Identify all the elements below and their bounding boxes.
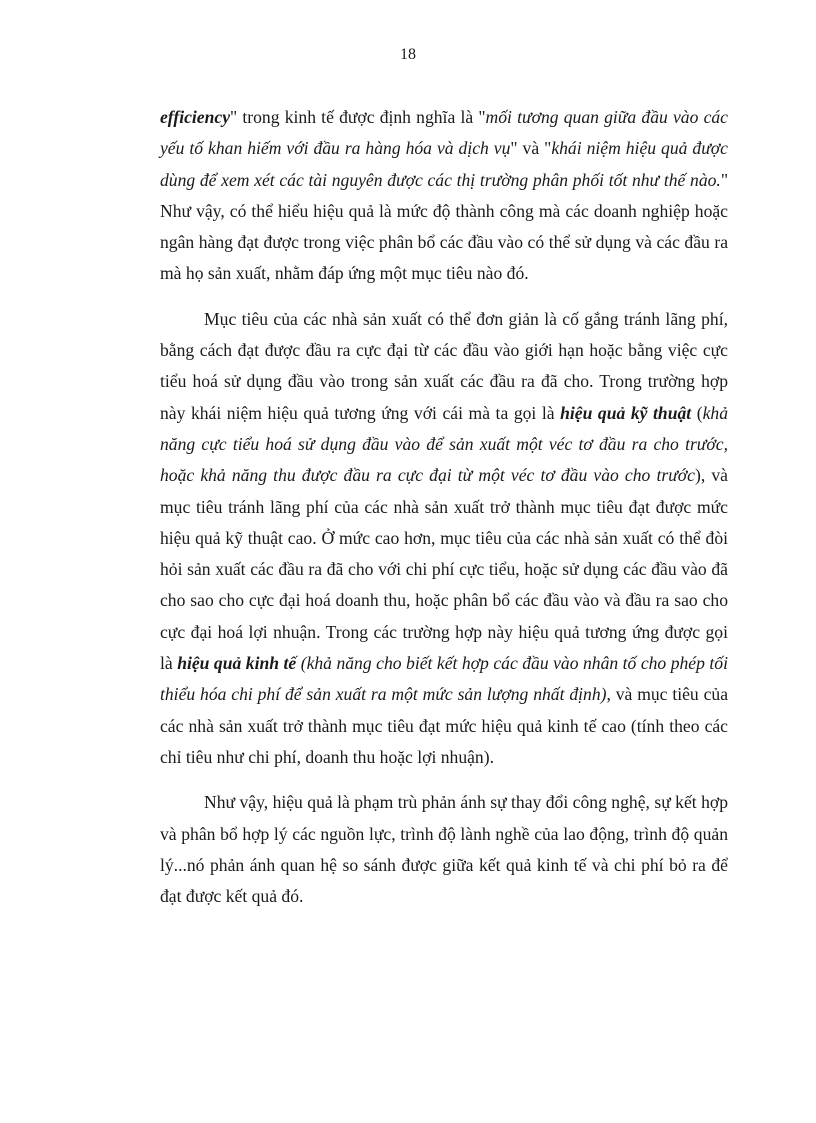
definition-technical-efficiency: khả năng cực tiểu hoá sử dụng đầu vào để sản xuất một véc tơ đầu ra cho trước, hoặc khả năng thu được đầu ra cực đại từ một véc tơ đầu vào cho trước xyxy=(160,402,728,486)
paragraph-1 xyxy=(160,102,728,290)
body-text xyxy=(160,102,728,926)
text-run: Mục tiêu của các nhà sản xuất có thể đơn giản là cố gắng tránh lãng phí, bằng cách đạt được đầu ra cực đại từ các đầu vào giới hạn hoặc bằng việc cực tiểu hoá sử dụng đầu vào trong sản xuất các đầu ra đã cho. Trong trường hợp này khái niệm hiệu quả tương ứng với cái mà ta gọi là xyxy=(160,308,728,423)
term-technical-efficiency: hiệu quả kỹ thuật xyxy=(560,402,692,423)
text-run: ), và mục tiêu tránh lãng phí của các nhà sản xuất trở thành mục tiêu đạt được mức hiệu quả kỹ thuật cao. Ở mức cao hơn, mục tiêu của các nhà sản xuất có thể đòi hỏi sản xuất các đầu ra đã cho với chi phí cực tiểu, hoặc sử dụng các đầu vào đã cho sao cho cực đại hoá doanh thu, hoặc phân bổ các đầu vào và đầu ra sao cho cực đại hoá lợi nhuận. Trong các trường hợp này hiệu quả tương ứng được gọi là xyxy=(160,465,728,674)
term-efficiency: efficiency xyxy=(160,107,231,127)
term-economic-efficiency: hiệu quả kinh tế xyxy=(177,653,297,674)
text-run: " và " xyxy=(510,138,552,159)
text-run: Như vậy, hiệu quả là phạm trù phản ánh sự thay đổi công nghệ, sự kết hợp và phân bổ hợp lý các nguồn lực, trình độ lành nghề của lao động, trình độ quản lý...nó phản ánh quan hệ so sánh được giữa kết quả kinh tế và chi phí bỏ ra để đạt được kết quả đó. xyxy=(160,792,728,907)
definition-economic-efficiency: (khả năng cho biết kết hợp các đầu vào nhân tố cho phép tối thiểu hóa chi phí để sản xuất ra một mức sản lượng nhất định) xyxy=(160,653,728,705)
page-number: 18 xyxy=(400,46,416,63)
text-run: ( xyxy=(691,402,703,423)
quote-definition-1: mối tương quan giữa đầu vào các yếu tố khan hiếm với đầu ra hàng hóa và dịch vụ xyxy=(160,107,728,159)
quote-definition-2: khái niệm hiệu quả được dùng để xem xét các tài nguyên được các thị trường phân phối tốt như thế nào. xyxy=(160,138,728,190)
paragraph-2 xyxy=(160,304,728,773)
text-run: , và mục tiêu của các nhà sản xuất trở thành mục tiêu đạt mức hiệu quả kinh tế cao (tính theo các chỉ tiêu như chi phí, doanh thu hoặc lợi nhuận). xyxy=(160,684,729,767)
paragraph-3 xyxy=(160,787,728,912)
text-run: " trong kinh tế được định nghĩa là " xyxy=(230,107,486,127)
text-run: " Như vậy, có thể hiểu hiệu quả là mức độ thành công mà các doanh nghiệp hoặc ngân hàng đạt được trong việc phân bổ các đầu vào có thể sử dụng và các đầu ra mà họ sản xuất, nhằm đáp ứng một mục tiêu nào đó. xyxy=(160,169,728,284)
